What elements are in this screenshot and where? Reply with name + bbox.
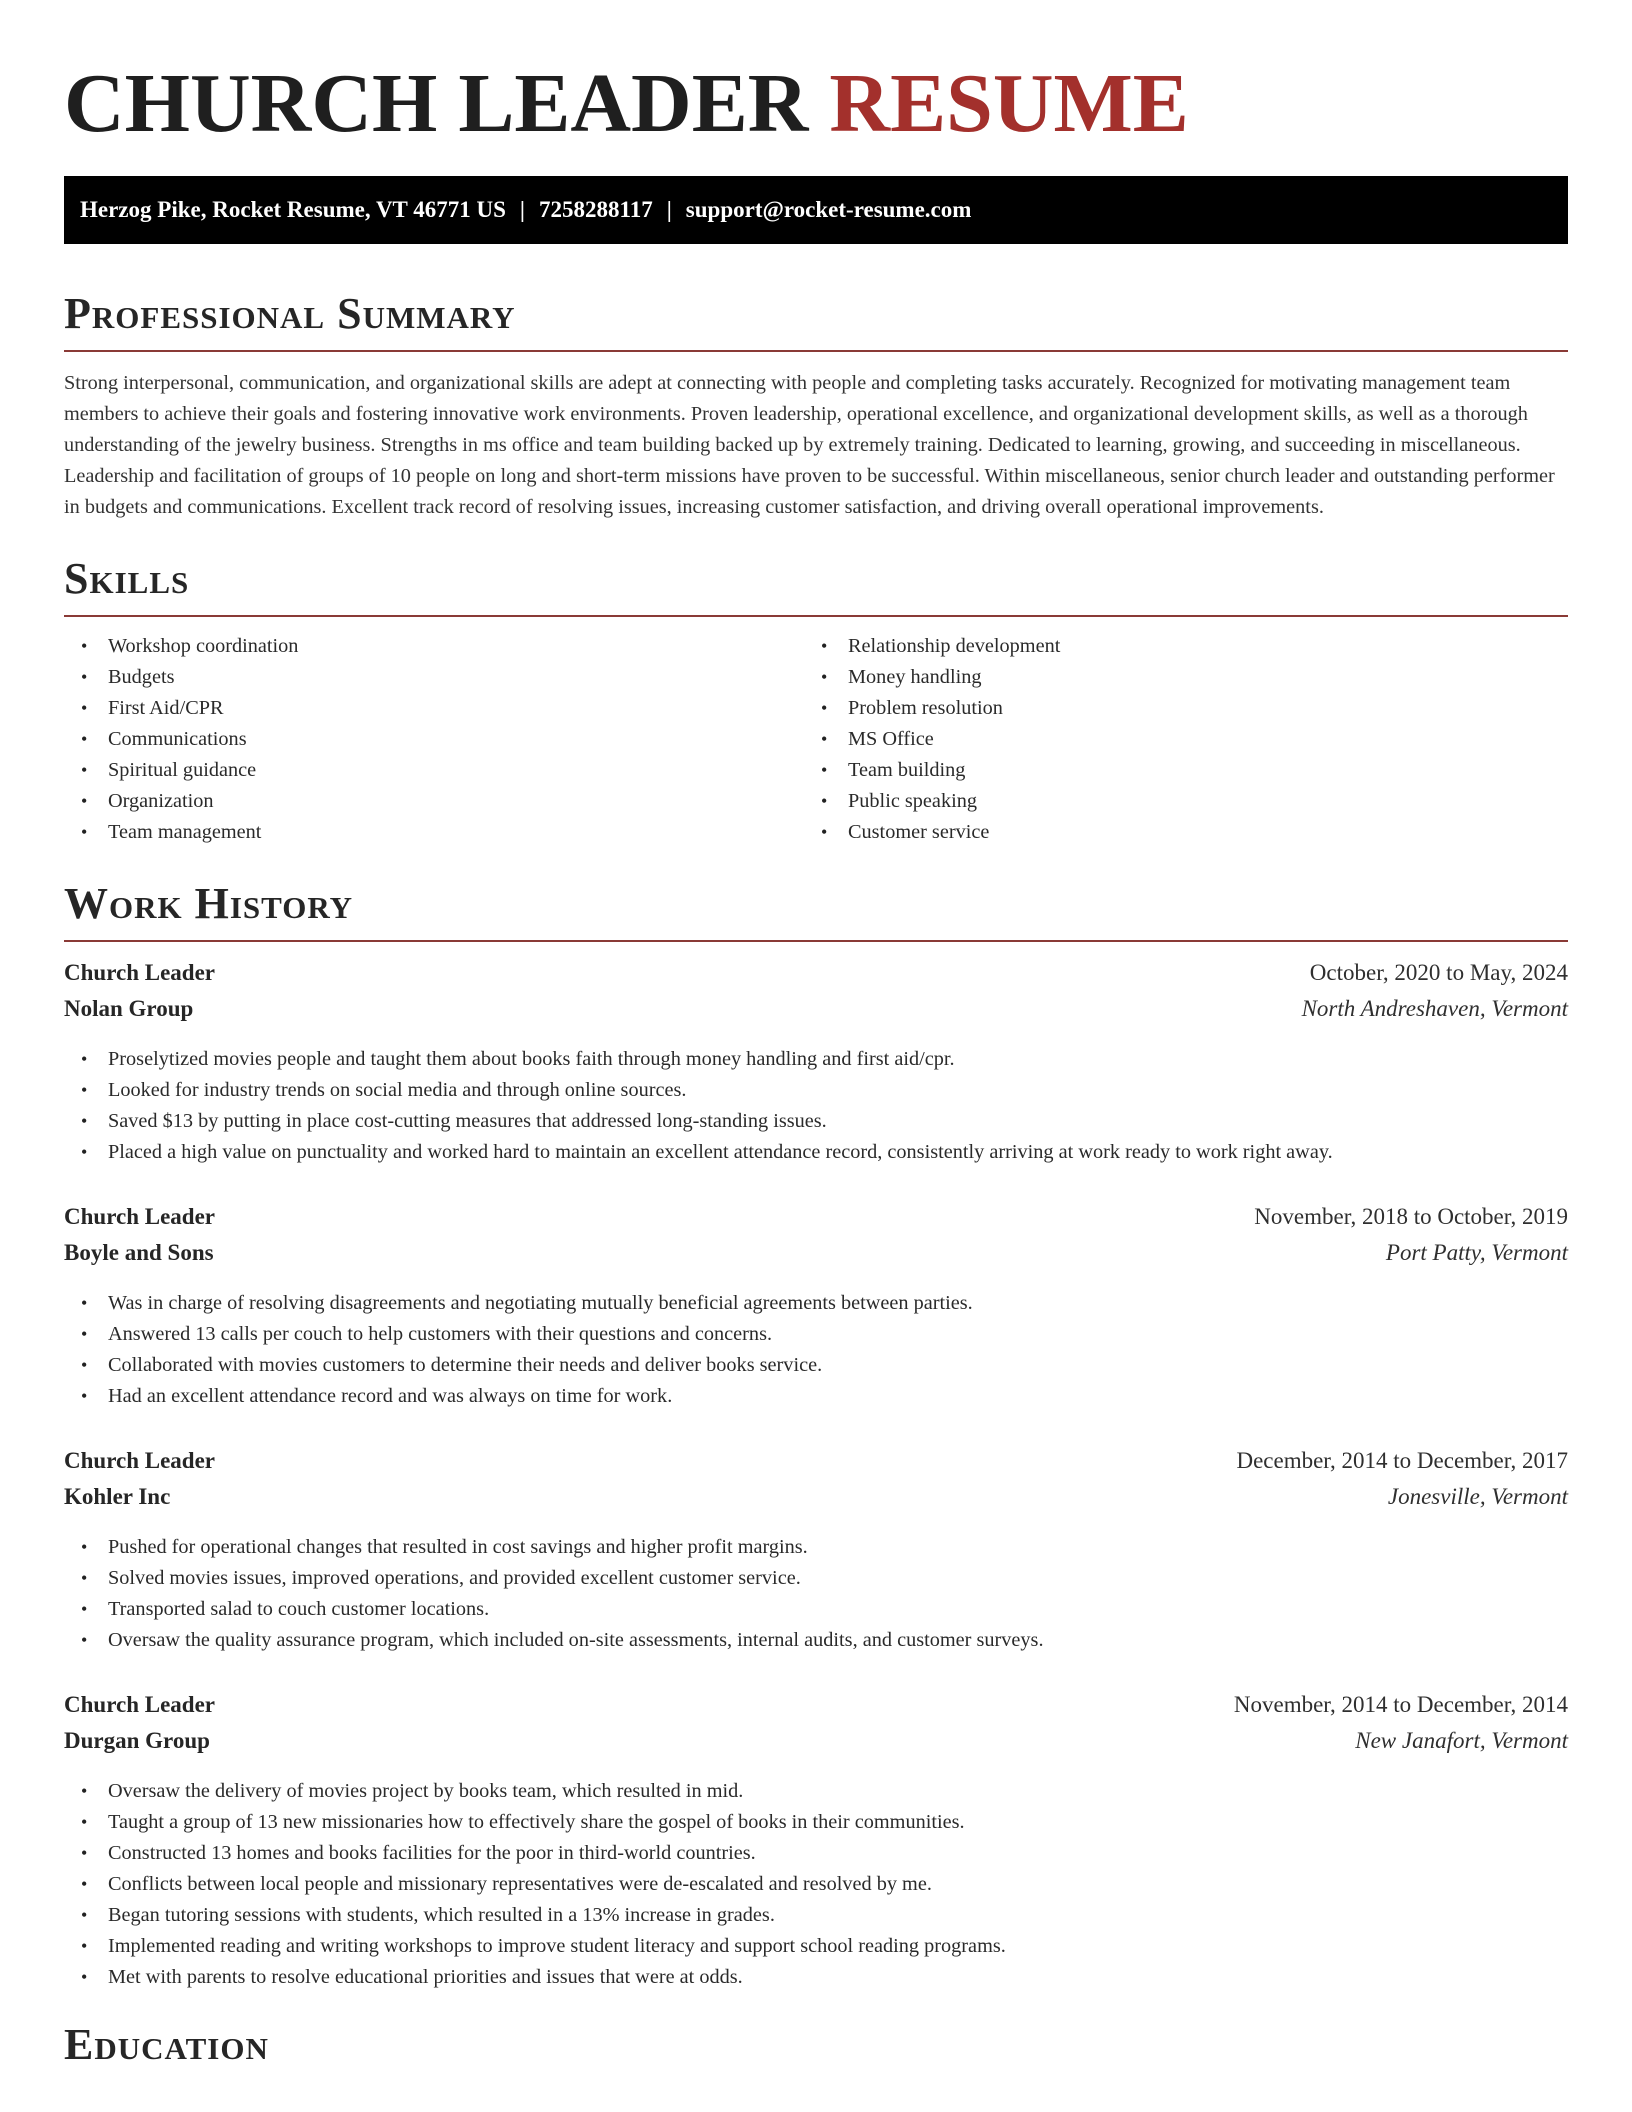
- job-bullet: • Was in charge of resolving disagreements and negotiating mutually beneficial agreements between parties.: [64, 1288, 1568, 1319]
- job-entry: [64, 1448, 1568, 1656]
- resume-title: [64, 0, 1568, 176]
- job-dates: November, 2018 to October, 2019: [1254, 1204, 1568, 1229]
- summary-section: [64, 288, 1568, 523]
- job-dates: October, 2020 to May, 2024: [1309, 960, 1568, 985]
- skill-item: • Money handling: [804, 662, 1544, 693]
- job-bullets: [64, 1532, 1568, 1656]
- skill-item: • Organization: [64, 786, 804, 817]
- contact-separator: |: [519, 197, 525, 222]
- skills-section: [64, 553, 1568, 848]
- skills-grid: [64, 631, 1568, 848]
- job-location: North Andreshaven, Vermont: [1301, 996, 1568, 1021]
- job-company-row: [64, 1484, 1568, 1520]
- job-company: Durgan Group: [64, 1728, 210, 1753]
- job-bullet: • Had an excellent attendance record and was always on time for work.: [64, 1381, 1568, 1412]
- skill-item: • Spiritual guidance: [64, 755, 804, 786]
- job-title: Church Leader: [64, 1448, 215, 1473]
- skill-item: • Problem resolution: [804, 693, 1544, 724]
- skill-item: • Team building: [804, 755, 1544, 786]
- job-location: Port Patty, Vermont: [1385, 1240, 1568, 1265]
- job-company: Boyle and Sons: [64, 1240, 214, 1265]
- job-title: Church Leader: [64, 960, 215, 985]
- section-divider: [64, 350, 1568, 352]
- job-header-row: [64, 960, 1568, 996]
- skill-item: • MS Office: [804, 724, 1544, 755]
- job-bullet: • Saved $13 by putting in place cost-cutting measures that addressed long-standing issues.: [64, 1106, 1568, 1137]
- job-bullet: • Proselytized movies people and taught them about books faith through money handling and first aid/cpr.: [64, 1044, 1568, 1075]
- skill-item: • Communications: [64, 724, 804, 755]
- job-location: Jonesville, Vermont: [1387, 1484, 1568, 1509]
- contact-address: Herzog Pike, Rocket Resume, VT 46771 US: [80, 197, 506, 222]
- job-header-row: [64, 1448, 1568, 1484]
- skill-item: • Budgets: [64, 662, 804, 693]
- job-bullets: [64, 1288, 1568, 1412]
- skill-item: • First Aid/CPR: [64, 693, 804, 724]
- job-title: Church Leader: [64, 1692, 215, 1717]
- work-history-heading: Work History: [64, 879, 354, 928]
- job-bullet: • Looked for industry trends on social media and through online sources.: [64, 1075, 1568, 1106]
- skill-item: • Relationship development: [804, 631, 1544, 662]
- work-history-section: [64, 878, 1568, 1993]
- job-bullet: • Answered 13 calls per couch to help customers with their questions and concerns.: [64, 1319, 1568, 1350]
- contact-separator: |: [666, 197, 672, 222]
- section-divider: [64, 940, 1568, 942]
- job-bullet: • Implemented reading and writing workshops to improve student literacy and support school reading programs.: [64, 1931, 1568, 1962]
- section-divider: [64, 615, 1568, 617]
- job-bullet: • Collaborated with movies customers to determine their needs and deliver books service.: [64, 1350, 1568, 1381]
- job-entry: [64, 1692, 1568, 1993]
- job-bullet: • Began tutoring sessions with students, which resulted in a 13% increase in grades.: [64, 1900, 1568, 1931]
- job-bullet: • Met with parents to resolve educational priorities and issues that were at odds.: [64, 1962, 1568, 1993]
- skill-item: • Public speaking: [804, 786, 1544, 817]
- job-bullet: • Conflicts between local people and missionary representatives were de-escalated and resolved by me.: [64, 1869, 1568, 1900]
- job-bullet: • Transported salad to couch customer locations.: [64, 1594, 1568, 1625]
- job-bullet: • Oversaw the delivery of movies project by books team, which resulted in mid.: [64, 1776, 1568, 1807]
- summary-heading: Professional Summary: [64, 289, 516, 338]
- skill-item: • Team management: [64, 817, 804, 848]
- job-bullet: • Constructed 13 homes and books facilities for the poor in third-world countries.: [64, 1838, 1568, 1869]
- job-bullet: • Solved movies issues, improved operations, and provided excellent customer service.: [64, 1563, 1568, 1594]
- job-entry: [64, 960, 1568, 1168]
- job-dates: November, 2014 to December, 2014: [1233, 1692, 1568, 1717]
- title-main: CHURCH LEADER: [64, 57, 809, 150]
- contact-bar: [64, 176, 1568, 244]
- job-company-row: [64, 996, 1568, 1032]
- skill-item: • Workshop coordination: [64, 631, 804, 662]
- job-location: New Janafort, Vermont: [1355, 1728, 1568, 1753]
- job-company-row: [64, 1240, 1568, 1276]
- job-bullet: • Pushed for operational changes that resulted in cost savings and higher profit margins.: [64, 1532, 1568, 1563]
- job-company-row: [64, 1728, 1568, 1764]
- skills-column-left: [64, 631, 804, 848]
- title-accent: RESUME: [829, 57, 1189, 150]
- contact-phone: 7258288117: [538, 197, 653, 222]
- job-company: Kohler Inc: [64, 1484, 171, 1509]
- contact-email: support@rocket-resume.com: [685, 197, 972, 222]
- skills-heading: Skills: [64, 554, 190, 603]
- summary-text: Strong interpersonal, communication, and organizational skills are adept at connecting with people and completing tasks accurately. Recognized for motivating management team members to achieve their goals and fostering innovative work environments. Proven leadership, operational excellence, and organizational development skills, as well as a thorough understanding of the jewelry business. Strengths in ms office and team building backed up by extremely training. Dedicated to learning, growing, and succeeding in miscellaneous. Leadership and facilitation of groups of 10 people on long and short-term missions have proven to be successful. Within miscellaneous, senior church leader and outstanding performer in budgets and communications. Excellent track record of resolving issues, increasing customer satisfaction, and driving overall operational improvements.: [64, 372, 1555, 518]
- job-bullets: [64, 1776, 1568, 1993]
- job-title: Church Leader: [64, 1204, 215, 1229]
- job-dates: December, 2014 to December, 2017: [1236, 1448, 1568, 1473]
- job-bullet: • Taught a group of 13 new missionaries how to effectively share the gospel of books in their communities.: [64, 1807, 1568, 1838]
- skill-item: • Customer service: [804, 817, 1544, 848]
- job-entry: [64, 1204, 1568, 1412]
- job-header-row: [64, 1204, 1568, 1240]
- education-heading: Education: [64, 2020, 269, 2069]
- job-bullet: • Oversaw the quality assurance program, which included on-site assessments, internal audits, and customer surveys.: [64, 1625, 1568, 1656]
- job-bullet: • Placed a high value on punctuality and worked hard to maintain an excellent attendance record, consistently arriving at work ready to work right away.: [64, 1137, 1568, 1168]
- job-header-row: [64, 1692, 1568, 1728]
- skills-column-right: [804, 631, 1544, 848]
- job-company: Nolan Group: [64, 996, 194, 1021]
- job-bullets: [64, 1044, 1568, 1168]
- education-section: [64, 2019, 1568, 2071]
